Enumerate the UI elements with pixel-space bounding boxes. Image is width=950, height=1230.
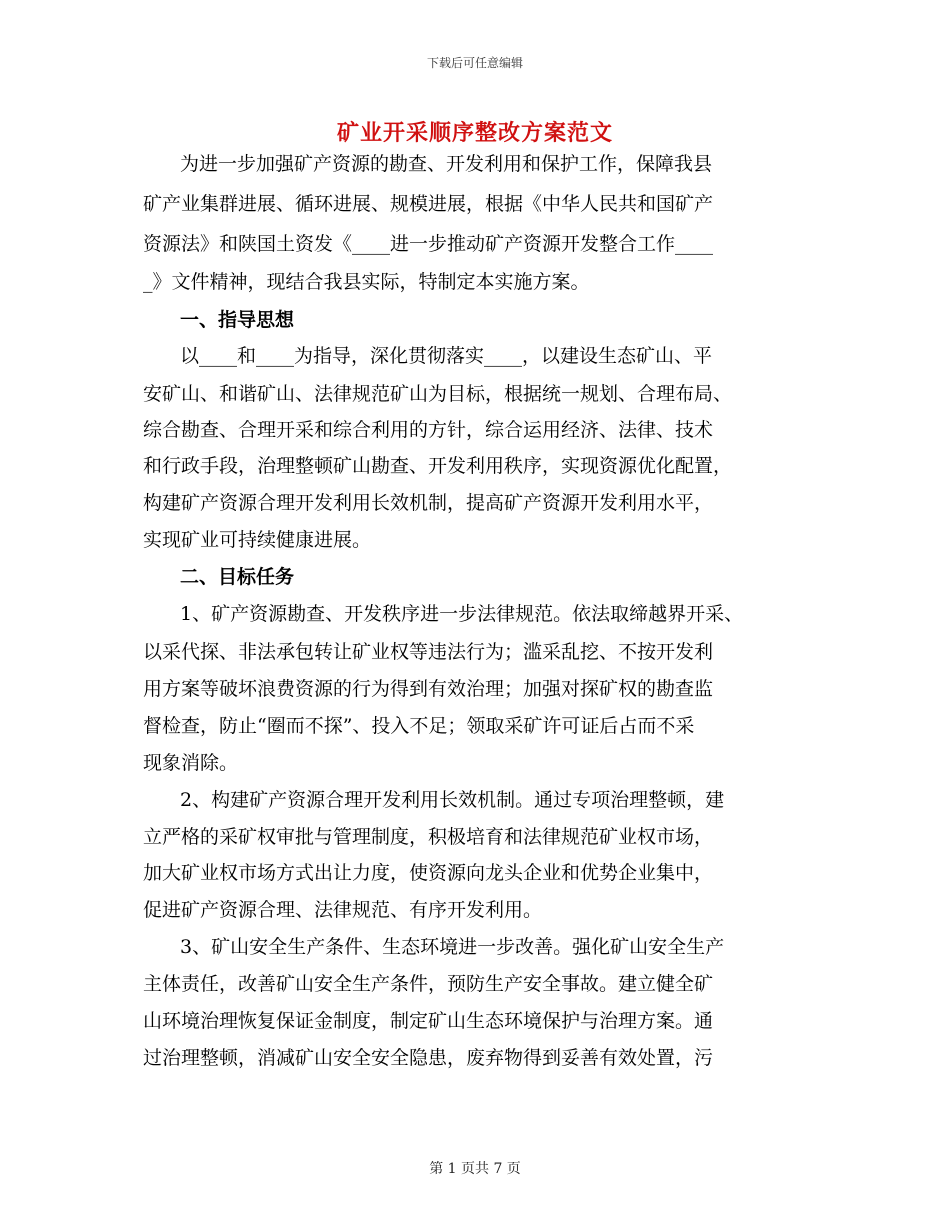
page-number-footer: 第 1 页共 7 页 (429, 1161, 521, 1177)
paragraph-line: 过治理整顿，消减矿山安全安全隐患，废弃物得到妥善有效处置，污 (143, 1047, 714, 1069)
paragraph-line: 3、矿山安全生产条件、生态环境进一步改善。强化矿山安全生产 (180, 936, 725, 958)
paragraph-line: 立严格的采矿权审批与管理制度，积极培育和法律规范矿业权市场， (143, 826, 714, 848)
paragraph-line: _》文件精神，现结合我县实际，特制定本实施方案。 (143, 271, 590, 293)
paragraph-line: 实现矿业可持续健康进展。 (143, 529, 372, 551)
paragraph-line: 矿产业集群进展、循环进展、规模进展，根据《中华人民共和国矿产 (143, 193, 714, 215)
paragraph-line: 现象消除。 (143, 752, 239, 774)
paragraph-line: 以____和____为指导，深化贯彻落实____，以建设生态矿山、平 (180, 345, 713, 367)
paragraph-line: 安矿山、和谐矿山、法律规范矿山为目标，根据统一规划、合理布局、 (143, 383, 733, 405)
paragraph-line: 和行政手段，治理整顿矿山勘查、开发利用秩序，实现资源优化配置， (143, 455, 733, 477)
paragraph-line: 资源法》和陕国土资发《____进一步推动矿产资源开发整合工作____ (143, 233, 714, 255)
section-heading: 一、指导思想 (180, 309, 295, 331)
paragraph-line: 为进一步加强矿产资源的勘查、开发利用和保护工作，保障我县 (180, 153, 713, 175)
paragraph-line: 主体责任，改善矿山安全生产条件，预防生产安全事故。建立健全矿 (143, 973, 714, 995)
section-heading: 二、目标任务 (180, 566, 295, 588)
paragraph-line: 以采代探、非法承包转让矿业权等违法行为；滥采乱挖、不按开发利 (143, 641, 714, 663)
paragraph-line: 加大矿业权市场方式出让力度，使资源向龙头企业和优势企业集中， (143, 862, 714, 884)
page-header-note: 下载后可任意编辑 (426, 56, 523, 70)
paragraph-line: 1、矿产资源勘查、开发秩序进一步法律规范。依法取缔越界开采、 (180, 603, 744, 625)
paragraph-line: 督检查，防止“圈而不探”、投入不足；领取采矿许可证后占而不采 (143, 715, 695, 737)
paragraph-line: 促进矿产资源合理、法律规范、有序开发利用。 (143, 899, 543, 921)
paragraph-line: 构建矿产资源合理开发利用长效机制，提高矿产资源开发利用水平， (143, 492, 714, 514)
paragraph-line: 用方案等破坏浪费资源的行为得到有效治理；加强对探矿权的勘查监 (143, 678, 714, 700)
document-title: 矿业开采顺序整改方案范文 (336, 120, 613, 146)
paragraph-line: 2、构建矿产资源合理开发利用长效机制。通过专项治理整顿，建 (180, 789, 725, 811)
paragraph-line: 综合勘查、合理开采和综合利用的方针，综合运用经济、法律、技术 (143, 419, 714, 441)
paragraph-line: 山环境治理恢复保证金制度，制定矿山生态环境保护与治理方案。通 (143, 1010, 714, 1032)
